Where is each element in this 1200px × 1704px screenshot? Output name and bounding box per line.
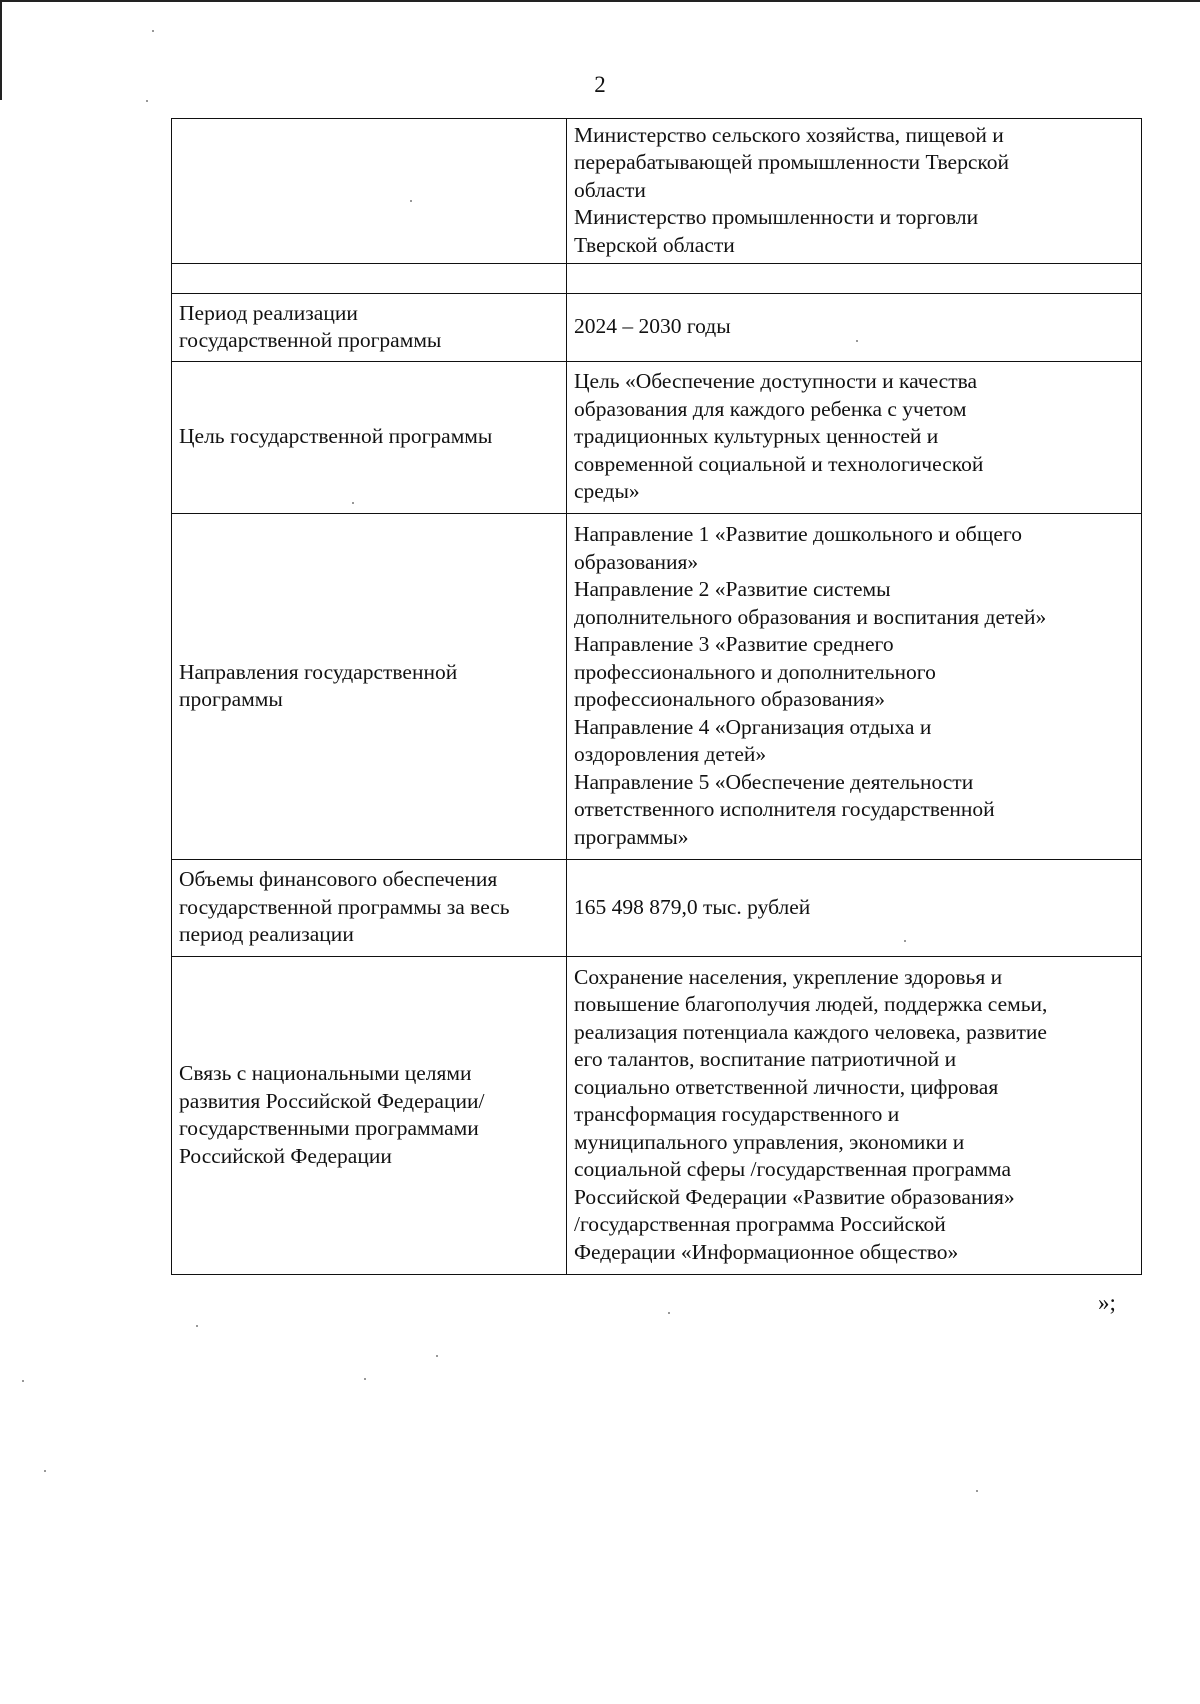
label-cell-executors [172, 119, 567, 264]
value-cell-directions [567, 514, 1142, 860]
scan-speck [668, 1312, 670, 1314]
scan-speck [146, 100, 148, 102]
national-goals-value-line: Российской Федерации «Развитие образования» [574, 1184, 1015, 1209]
goal-label-line: Цель государственной программы [179, 424, 493, 449]
direction-line: оздоровления детей» [574, 742, 767, 766]
goal-value-line: Цель «Обеспечение доступности и качества [574, 369, 977, 394]
value-cell-period [567, 294, 1142, 362]
scan-speck [44, 1470, 46, 1472]
goal-value-line: традиционных культурных ценностей и [574, 424, 939, 449]
national-goals-value-line: его талантов, воспитание патриотичной и [574, 1047, 957, 1072]
table-row-executors [172, 119, 1142, 264]
scan-speck [856, 340, 858, 342]
national-goals-value-line: трансформация государственного и [574, 1102, 900, 1127]
empty-cell-left [172, 264, 567, 294]
scan-speck [352, 502, 354, 504]
national-goals-label-line: государственными программами [179, 1116, 479, 1140]
label-cell-directions [172, 514, 567, 860]
direction-line: образования» [574, 549, 699, 574]
executors-line: Министерство сельского хозяйства, пищевой и [574, 122, 1004, 147]
directions-label-line: Направления государственной [179, 659, 458, 684]
page-number: 2 [594, 72, 606, 97]
scan-speck [196, 1325, 198, 1327]
direction-line: профессионального и дополнительного [574, 659, 936, 684]
national-goals-label-line: Российской Федерации [179, 1143, 392, 1168]
direction-line: программы» [574, 824, 689, 849]
direction-line: Направление 4 «Организация отдыха и [574, 714, 932, 739]
program-passport-table [171, 118, 1142, 1275]
closing-quote-mark: »; [1098, 1290, 1116, 1315]
goal-value-line: среды» [574, 479, 640, 504]
national-goals-value-line: Федерации «Информационное общество» [574, 1239, 959, 1264]
financing-label-line: Объемы финансового обеспечения [179, 867, 498, 892]
financing-label-line: период реализации [179, 922, 354, 947]
table-row-empty [172, 264, 1142, 294]
empty-cell-right [567, 264, 1142, 294]
direction-line: Направление 1 «Развитие дошкольного и общего [574, 522, 1022, 546]
national-goals-value-line: социальной сферы /государственная программа [574, 1157, 1012, 1182]
value-cell-national-goals [567, 957, 1142, 1275]
national-goals-label-line: развития Российской Федерации/ [179, 1088, 485, 1113]
directions-label-line: программы [179, 687, 283, 711]
national-goals-value-line: муниципального управления, экономики и [574, 1129, 965, 1154]
direction-line: Направление 5 «Обеспечение деятельности [574, 769, 974, 794]
label-cell-financing [172, 860, 567, 957]
executors-line: Тверской области [574, 232, 735, 257]
national-goals-value-line: социально ответственной личности, цифровая [574, 1074, 999, 1099]
value-cell-financing [567, 860, 1142, 957]
scan-speck [22, 1380, 24, 1382]
national-goals-value-line: реализация потенциала каждого человека, развитие [574, 1019, 1047, 1044]
financing-label-line: государственной программы за весь [179, 894, 510, 919]
direction-line: Направление 3 «Развитие среднего [574, 632, 894, 656]
value-cell-executors [567, 119, 1142, 264]
executors-line: перерабатывающей промышленности Тверской [574, 150, 1009, 175]
direction-line: дополнительного образования и воспитания детей» [574, 604, 1047, 629]
national-goals-value-line: /государственная программа Российской [574, 1212, 946, 1237]
scan-speck [364, 1378, 366, 1380]
direction-line: профессионального образования» [574, 687, 885, 711]
national-goals-label-line: Связь с национальными целями [179, 1061, 472, 1085]
table-row-goal [172, 362, 1142, 514]
scan-speck [904, 940, 906, 942]
scan-speck [436, 1355, 438, 1357]
label-cell-period [172, 294, 567, 362]
direction-line: ответственного исполнителя государственной [574, 797, 995, 821]
scan-speck [976, 1490, 978, 1492]
label-cell-national-goals [172, 957, 567, 1275]
label-cell-goal [172, 362, 567, 514]
period-value: 2024 – 2030 годы [574, 314, 731, 339]
executors-line: области [574, 177, 646, 202]
period-label-line: государственной программы [179, 328, 442, 352]
scan-edge-top [0, 0, 1200, 2]
scan-speck [410, 200, 412, 202]
table-row-financing [172, 860, 1142, 957]
executors-line: Министерство промышленности и торговли [574, 205, 979, 230]
goal-value-line: образования для каждого ребенка с учетом [574, 396, 967, 421]
period-label-line: Период реализации [179, 300, 358, 325]
national-goals-value-line: повышение благополучия людей, поддержка семьи, [574, 992, 1048, 1017]
national-goals-value-line: Сохранение населения, укрепление здоровья и [574, 964, 1003, 989]
table-row-national-goals [172, 957, 1142, 1275]
direction-line: Направление 2 «Развитие системы [574, 577, 891, 601]
financing-value: 165 498 879,0 тыс. рублей [574, 894, 811, 919]
table-row-period [172, 294, 1142, 362]
goal-value-line: современной социальной и технологической [574, 451, 984, 476]
table-row-directions [172, 514, 1142, 860]
value-cell-goal [567, 362, 1142, 514]
scan-speck [152, 30, 154, 32]
